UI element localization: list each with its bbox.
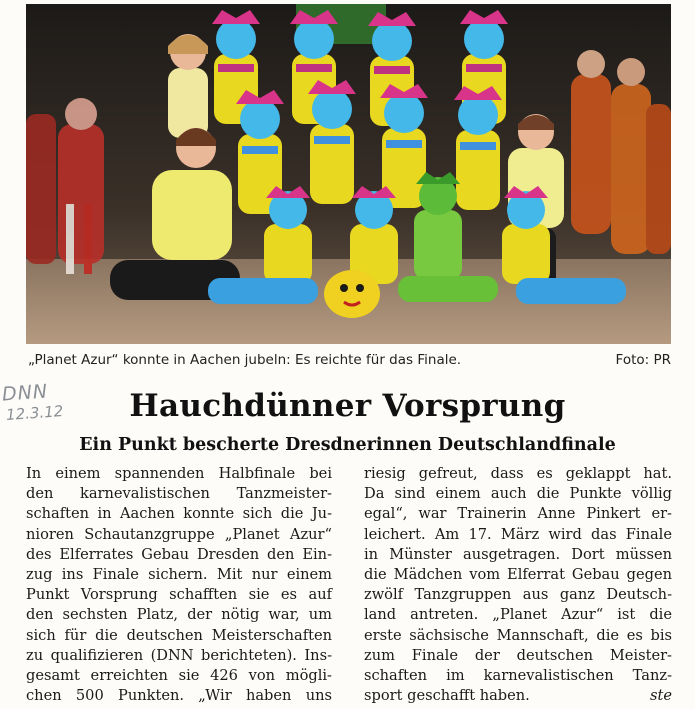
text-line-last: sport geschafft haben. bbox=[364, 687, 530, 705]
photo-credit: Foto: PR bbox=[615, 352, 671, 368]
stamp-date: 12.3.12 bbox=[5, 402, 64, 424]
text-line: Punkt Vorsprung schafften sie es auf bbox=[26, 586, 332, 604]
text-line: zug ins Finale sichern. Mit nur einem bbox=[26, 565, 332, 583]
article-column-right bbox=[364, 464, 672, 706]
text-line: chen 500 Punkten. „Wir haben uns bbox=[26, 687, 332, 705]
text-line: den karnevalistischen Tanzmeister- bbox=[26, 485, 332, 503]
text-line: egal“, war Trainerin Anne Pinkert er- bbox=[364, 505, 672, 523]
text-line: den sechsten Platz, der nötig war, um bbox=[26, 606, 332, 624]
photo-caption-row bbox=[26, 352, 671, 372]
article-column-left bbox=[26, 464, 332, 706]
text-line: nioren Schautanzgruppe „Planet Azur“ bbox=[26, 525, 332, 543]
text-line: riesig gefreut, dass es geklappt hat. bbox=[364, 465, 672, 482]
text-line: leichert. Am 17. März wird das Finale bbox=[364, 525, 672, 543]
text-line: Da sind einem auch die Punkte völlig bbox=[364, 485, 672, 503]
text-line: des Elferrates Gebau Dresden den Ein- bbox=[26, 545, 332, 563]
text-line: die Mädchen vom Elferrat Gebau gegen bbox=[364, 565, 672, 583]
group-photo-illustration bbox=[26, 4, 671, 344]
article-headline: Hauchdünner Vorsprung bbox=[129, 388, 566, 424]
text-line: schaften im karnevalistischen Tanz- bbox=[364, 666, 672, 684]
photo-caption: „Planet Azur“ konnte in Aachen jubeln: Es reichte für das Finale. bbox=[28, 352, 462, 368]
text-line: gesamt erreichten sie 426 von mögli- bbox=[26, 666, 332, 684]
text-line: erste sächsische Mannschaft, die es bis bbox=[364, 626, 672, 644]
text-line: sich für die deutschen Meisterschaften bbox=[26, 626, 332, 644]
text-line: zu qualifizieren (DNN berichteten). Ins- bbox=[26, 646, 332, 664]
group-photo bbox=[26, 4, 671, 344]
text-line: in Münster ausgetragen. Dort müssen bbox=[364, 545, 672, 563]
text-line: zum Finale der deutschen Meister- bbox=[364, 646, 672, 664]
text-line: In einem spannenden Halbfinale bei bbox=[26, 465, 332, 482]
text-line: schaften in Aachen konnte sich die Ju- bbox=[26, 505, 332, 523]
author-signature: ste bbox=[650, 687, 672, 705]
text-line bbox=[364, 686, 672, 706]
text-line: zwölf Tanzgruppen aus ganz Deutsch- bbox=[364, 586, 672, 604]
stamp-source: DNN bbox=[1, 380, 49, 406]
text-line: land antreten. „Planet Azur“ ist die bbox=[364, 606, 672, 624]
article-subheadline: Ein Punkt bescherte Dresdnerinnen Deutschlandfinale bbox=[79, 435, 616, 455]
